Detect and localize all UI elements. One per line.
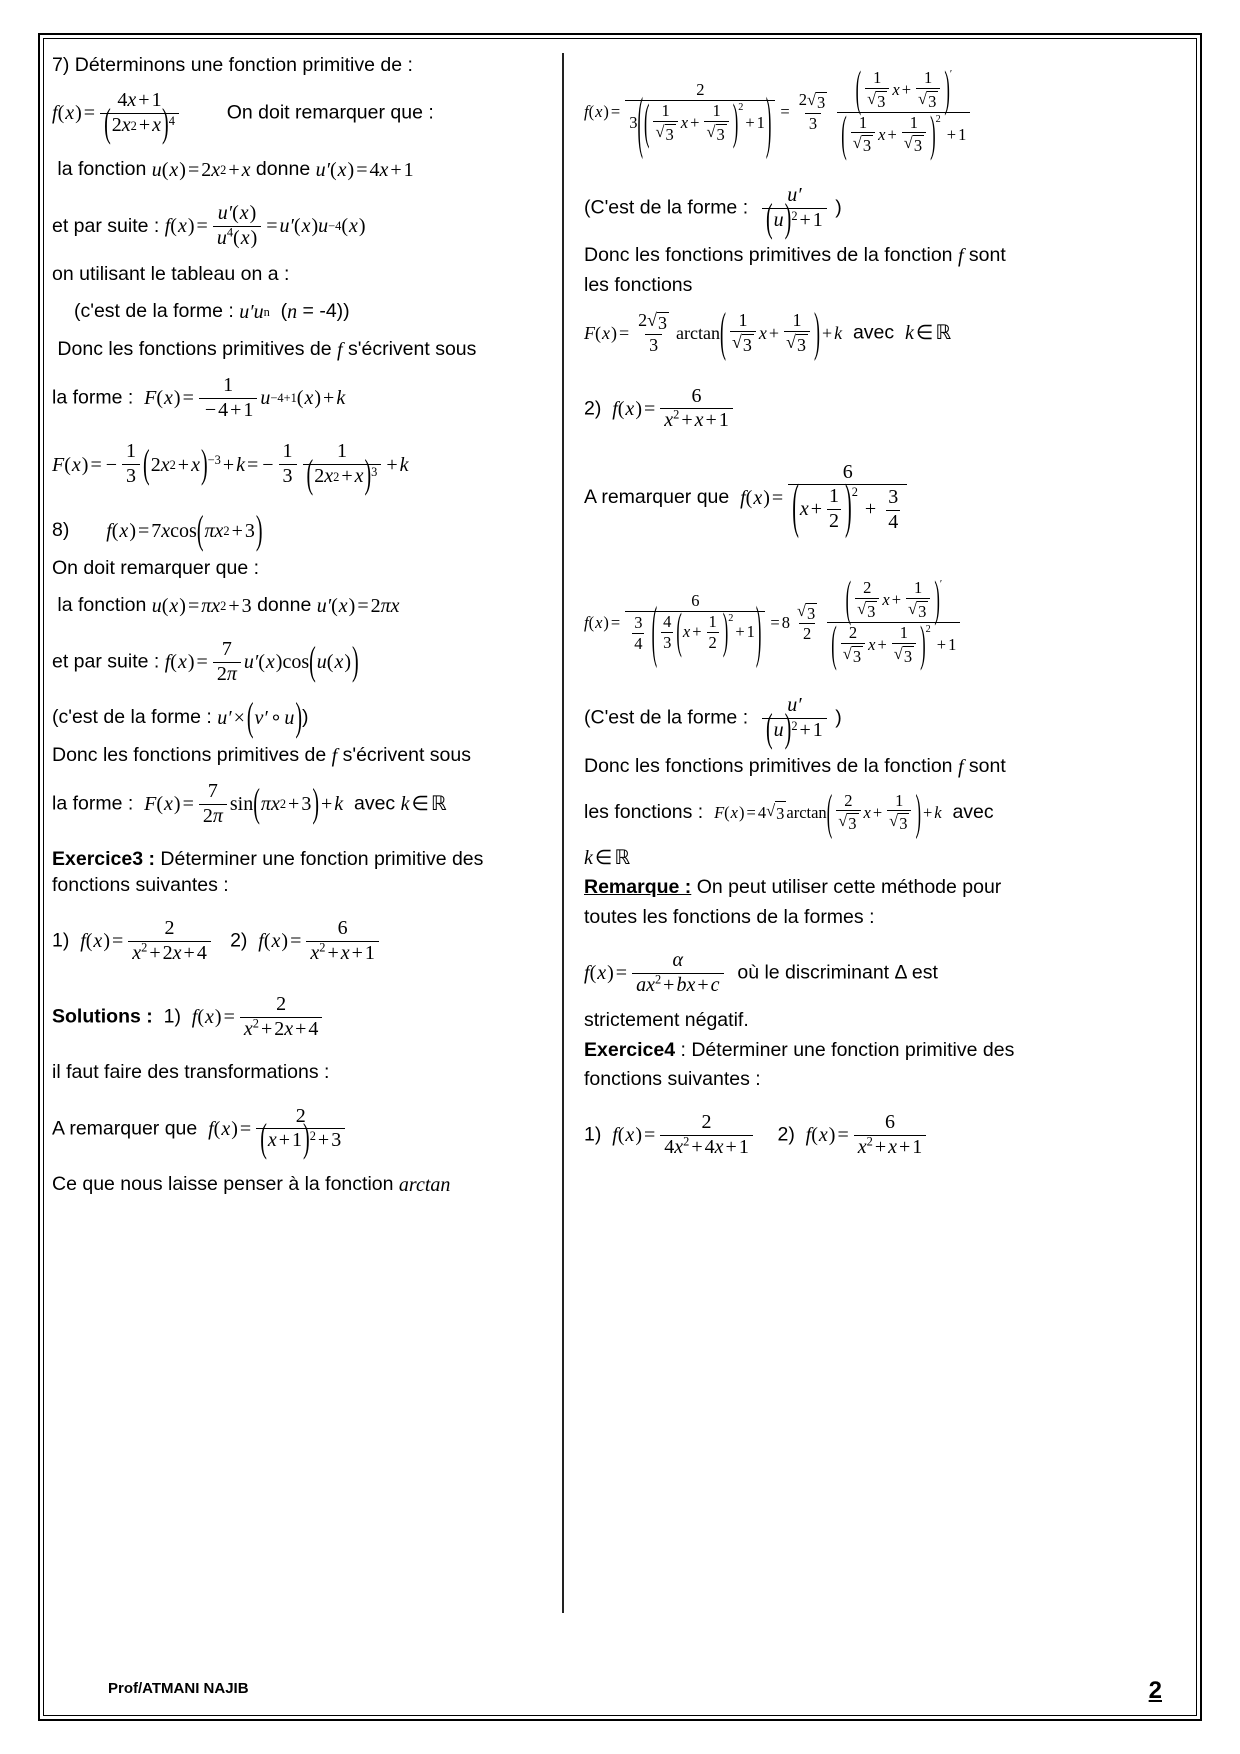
f7-as-power: f ( x ) = u′ ( x ) $u^4$ ( x ) = u ′ ( x ) u −4 ( x ) xyxy=(164,201,366,250)
f1-transformation-display xyxy=(584,60,1170,162)
solutions-q1-expression: f ( x ) = $\frac{2}{x^2 + 2x + 4}$ xyxy=(192,994,326,1040)
ex3-q2-label: 2) xyxy=(230,929,248,952)
a-remarquer-label-1: A remarquer que xyxy=(52,1117,198,1140)
line-tableau: on utilisant le tableau on a : xyxy=(52,262,290,285)
f2-transformation-display xyxy=(584,570,1170,672)
forme-u-prime-u-n: u ′ u n xyxy=(239,301,270,324)
footer-page-number: 2 xyxy=(1148,1677,1162,1704)
left-column xyxy=(52,53,562,1613)
line-la-forme-7: la forme : F ( x ) = $\frac{1}{- 4 + 1}$ u −4+1 ( x ) + k xyxy=(52,374,346,421)
item7-heading: 7) Déterminons une fonction primitive de : xyxy=(52,54,413,76)
f-symbol-r1: f xyxy=(957,245,964,268)
line-transformations: il faut faire des transformations : xyxy=(52,1061,330,1084)
f2-expression: f ( x ) = $\frac{6}{x^2 + x + 1}$ xyxy=(612,386,736,432)
line-a-remarquer-2 xyxy=(584,460,1170,541)
avec-label-1: avec xyxy=(852,321,895,344)
f2-transformation-expression: f ( x ) = 6 $\frac{3}{4}$ ( $\frac{4}{3}$ ( x + $\frac{1}{2}$ ) $^2$ + 1 ) = 8 √ 3 2 ( 2 √ 3 x + 1 √ 3 ) ′ ( 2 √ 3 x + 1 √ 3 ) $^2$ + 1 xyxy=(584,579,963,665)
cest-de-la-forme-label-2: (C'est de la forme : xyxy=(584,706,749,729)
column-divider xyxy=(562,53,570,1613)
line-donc-primitives-7: Donc les fonctions primitives de f s'écrivent sous xyxy=(52,338,477,362)
exercice3-title: Exercice3 : xyxy=(52,848,155,871)
solutions-title: Solutions : xyxy=(52,1005,153,1028)
line-arctan-hint xyxy=(52,1172,552,1198)
avec-label-2: avec xyxy=(952,800,994,823)
item8-row xyxy=(52,508,552,553)
line-a-remarquer-1 xyxy=(52,1104,552,1162)
F7-evaluated xyxy=(52,440,552,498)
ex4-questions-row xyxy=(584,1112,1170,1158)
item8-label: 8) xyxy=(52,518,70,541)
solutions-q1-label: 1) xyxy=(163,1005,181,1028)
remarque-text-2: toutes les fonctions de la formes : xyxy=(584,905,875,928)
exercice4-title: Exercice4 xyxy=(584,1038,676,1061)
footer-author: Prof/ATMANI NAJIB xyxy=(108,1680,249,1697)
F2-result-row xyxy=(584,783,1170,841)
cest-de-la-forme-row-1 xyxy=(584,184,1170,242)
F7-result: F ( x ) = − $\frac{1}{3}$ ( 2 x 2 + x ) $^{-3}$ + k = − $\frac{1}{3}$ 1 ( 2 x 2 + x ) $^3$ + k xyxy=(52,440,409,498)
f-symbol-r2: f xyxy=(957,755,964,778)
line-fonction-u: la fonction u ( x ) = 2 x 2 + x donne u ′ ( x ) = 4 x + 1 xyxy=(52,157,414,181)
f-symbol-2: f xyxy=(331,745,338,768)
cest-de-la-forme-row-2 xyxy=(584,694,1170,752)
les-fonctions-label-2: les fonctions : xyxy=(584,800,704,823)
exercice3-block xyxy=(52,847,552,898)
cest-de-la-forme-label-1: (C'est de la forme : xyxy=(584,196,749,219)
remarque-suffix: où le discriminant Δ est xyxy=(737,961,938,984)
remarque-formula-row xyxy=(584,950,1170,996)
forme-u-prime-times-v-prime-o-u: u ′ × ( v ′ ∘ u ) xyxy=(217,696,302,741)
u7-derivative: u ′ ( x ) = 4 x + 1 xyxy=(315,158,414,181)
ex4-q2-expression: f ( x ) = $\frac{6}{x^2 + x + 1}$ xyxy=(806,1112,930,1158)
line8-forme: (c'est de la forme : u ′ × ( v ′ ∘ u ) ) xyxy=(52,696,309,741)
cest-de-la-forme-close-2: ) xyxy=(835,706,842,729)
ex4-q1-label: 1) xyxy=(584,1123,602,1146)
ex-item2-row xyxy=(584,386,1170,432)
cest-de-la-forme-close-1: ) xyxy=(835,196,842,219)
item2-label: 2) xyxy=(584,396,602,419)
line-forme-un: (c'est de la forme : u ′ u n ( n = -4)) xyxy=(74,300,350,324)
arctan-hint-prefix: Ce que nous laisse penser à la fonction xyxy=(52,1173,394,1196)
F1-result-expression: F ( x ) = 2 √ 3 3 arctan ( 1 √ 3 x + 1 √ 3 ) + k xyxy=(584,301,843,362)
F7-general-form: F ( x ) = $\frac{1}{- 4 + 1}$ u −4+1 ( x ) + k xyxy=(144,374,346,421)
k-in-R-right-2: k ∈ ℝ xyxy=(584,847,631,870)
exercice3-text: Déterminer une fonction primitive des fonctions suivantes : xyxy=(52,848,484,896)
F1-result-row xyxy=(584,301,1170,362)
f1-transformation-expression: f ( x ) = 2 3 ( ( 1 √ 3 x + 1 √ 3 ) $^2$ + 1 ) = 2 √ 3 3 ( 1 √ 3 x + 1 √ 3 ) ′ ( 1 √ 3 x + 1 √ 3 ) $^2$ + 1 xyxy=(584,69,973,155)
f7-expression: f ( x ) = 4x + 1 ( 2 x 2 + x ) $^4$ xyxy=(52,90,182,136)
line8-fonction-u: la fonction u ( x ) = π x 2 + 3 donne u ′ ( x ) = 2 π x xyxy=(52,594,400,617)
remarque-text-3: strictement négatif. xyxy=(584,1009,749,1032)
line-et-par-suite-7: et par suite : f ( x ) = u′ ( x ) $u^4$ ( x ) = u ′ ( x ) u −4 ( x ) xyxy=(52,201,366,250)
line8-et-par-suite: et par suite : f ( x ) = $\frac{7}{2\pi}$ u ′ ( x ) cos ( u ( x ) ) xyxy=(52,638,359,685)
arctan-word: arctan xyxy=(398,1173,451,1196)
line-donc-primitives-r1: Donc les fonctions primitives de la fonction f sont xyxy=(584,244,1006,268)
k-in-R-right-1: k ∈ ℝ xyxy=(905,322,952,345)
right-column xyxy=(570,53,1170,1613)
two-column-layout xyxy=(52,53,1184,1613)
document-page xyxy=(38,33,1202,1721)
F2-result-expression: F ( x ) = 4 √ 3 arctan ( 2 √ 3 x + 1 √ 3 ) + k xyxy=(714,783,942,841)
exercice4-text-2: fonctions suivantes : xyxy=(584,1067,761,1090)
line8-la-forme: la forme : F ( x ) = $\frac{7}{2\pi}$ sin ( π x 2 + 3 ) + k avec k ∈ ℝ xyxy=(52,780,447,827)
u8-derivative: u ′ ( x ) = 2 π x xyxy=(316,595,400,617)
ex3-q1-expression: f ( x ) = $\frac{2}{x^2 + 2x + 4}$ xyxy=(80,918,214,964)
ex3-q1-label: 1) xyxy=(52,929,70,952)
f8-rewritten: f ( x ) = $\frac{7}{2\pi}$ u ′ ( x ) cos ( u ( x ) ) xyxy=(164,638,359,685)
line-les-fonctions-r1: les fonctions xyxy=(584,274,693,297)
forme-u-prime-over-u2-plus-1-b: u′ ( u ) $^2$ + 1 xyxy=(759,695,830,741)
k-in-R-row-2 xyxy=(584,845,1170,871)
item7-f-row xyxy=(52,89,552,147)
f-symbol-1: f xyxy=(337,339,343,362)
exercice4-text: : Déterminer une fonction primitive des xyxy=(680,1038,1015,1061)
remark-intro-text: On doit remarquer que : xyxy=(226,101,434,124)
line-donc-primitives-r2: Donc les fonctions primitives de la fonction f sont xyxy=(584,754,1006,778)
solutions-row xyxy=(52,994,552,1040)
exercice4-block xyxy=(584,1038,1170,1063)
k-in-R-left: k ∈ ℝ xyxy=(400,793,447,816)
ex3-q2-expression: f ( x ) = $\frac{6}{x^2 + x + 1}$ xyxy=(258,918,382,964)
remarque-block xyxy=(584,875,1170,900)
remarque-title: Remarque : xyxy=(584,876,692,899)
F8-result: F ( x ) = $\frac{7}{2\pi}$ sin ( π x 2 + 3 ) + k xyxy=(144,780,344,827)
remarque-text-1: On peut utiliser cette méthode pour xyxy=(696,876,1002,899)
ex4-q2-label: 2) xyxy=(777,1123,795,1146)
a-remarquer-expression-1: f ( x ) = 2 ( x + 1 ) $^2$ + 3 xyxy=(208,1106,348,1152)
u7-definition: u ( x ) = 2 x 2 + x xyxy=(151,158,251,181)
ex3-questions-row xyxy=(52,918,552,964)
u8-definition: u ( x ) = π x 2 + 3 xyxy=(151,595,252,617)
f8-expression: f ( x ) = 7 x cos ( π x 2 + 3 ) xyxy=(106,508,263,553)
ex4-q1-expression: f ( x ) = $\frac{2}{4x^2 + 4x + 1}$ xyxy=(612,1112,756,1158)
remarque-general-form: f ( x ) = $\frac{\alpha}{ax^2 + bx + c}$ xyxy=(584,950,727,996)
line-on-doit-remarquer-8: On doit remarquer que : xyxy=(52,556,260,579)
line8-donc: Donc les fonctions primitives de f s'écrivent sous xyxy=(52,744,471,768)
forme-u-prime-over-u2-plus-1-a: u′ ( u ) $^2$ + 1 xyxy=(759,185,830,231)
a-remarquer-expression-2: f ( x ) = 6 ( x + $\frac{1}{2}$ ) $^2$ + $\frac{3}{4}$ xyxy=(740,462,910,533)
n-value: n xyxy=(287,301,298,324)
a-remarquer-label-2: A remarquer que xyxy=(584,485,730,508)
